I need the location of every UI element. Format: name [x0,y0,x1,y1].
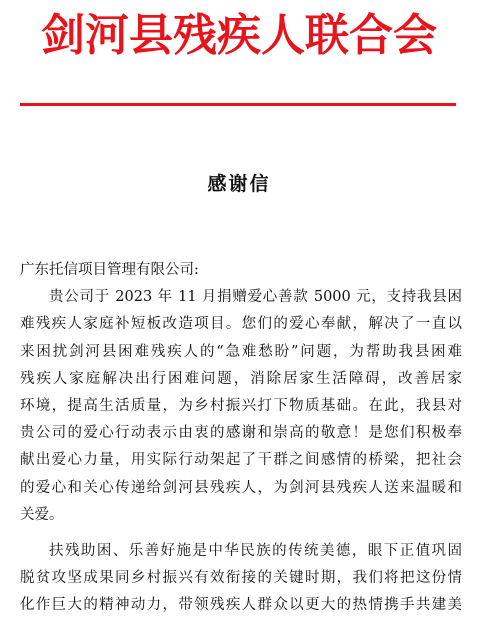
paragraph-line: 扶残助困、乐善好施是中华民族的传统美德，眼下正值巩固 [49,542,462,559]
paragraph-1 [20,284,462,529]
paragraph-line: 贵公司于 2023 年 11 月捐赠爱心善款 5000 元，支持我县困 [49,289,462,306]
paragraph-line: 的爱心和关心传递给剑河县残疾人，为剑河县残疾人送来温暖和 [20,479,462,496]
paragraph-2 [20,538,462,620]
paragraph-line: 来困扰剑河县困难残疾人的“急难愁盼”问题，为帮助我县困难 [20,343,462,360]
salutation: 广东托信项目管理有限公司: [20,262,199,278]
paragraph-line: 脱贫攻坚成果同乡村振兴有效衔接的关键时期，我们将把这份情 [20,570,462,587]
paragraph-line: 残疾人家庭解决出行困难问题，消除居家生活障碍，改善居家 [20,370,462,387]
letter-body [20,257,462,619]
letterhead-divider [20,103,456,106]
organization-letterhead: 剑河县残疾人联合会 [41,10,437,61]
paragraph-line: 贵公司的爱心行动表示由衷的感谢和崇高的敬意！是您们积极奉 [20,425,462,442]
document-title: 感谢信 [207,173,271,195]
paragraph-gap [20,529,462,538]
paragraph-line: 化作巨大的精神动力，带领残疾人群众以更大的热情携手共建美 [20,597,462,614]
paragraph-line: 难残疾人家庭补短板改造项目。您们的爱心奉献，解决了一直以 [20,316,462,333]
paragraph-line: 献出爱心力量，用实际行动架起了干群之间感情的桥梁，把社会 [20,452,462,469]
paragraph-line: 环境，提高生活质量，为乡村振兴打下物质基础。在此，我县对 [20,397,462,414]
paragraph-line: 关爱。 [20,506,64,523]
